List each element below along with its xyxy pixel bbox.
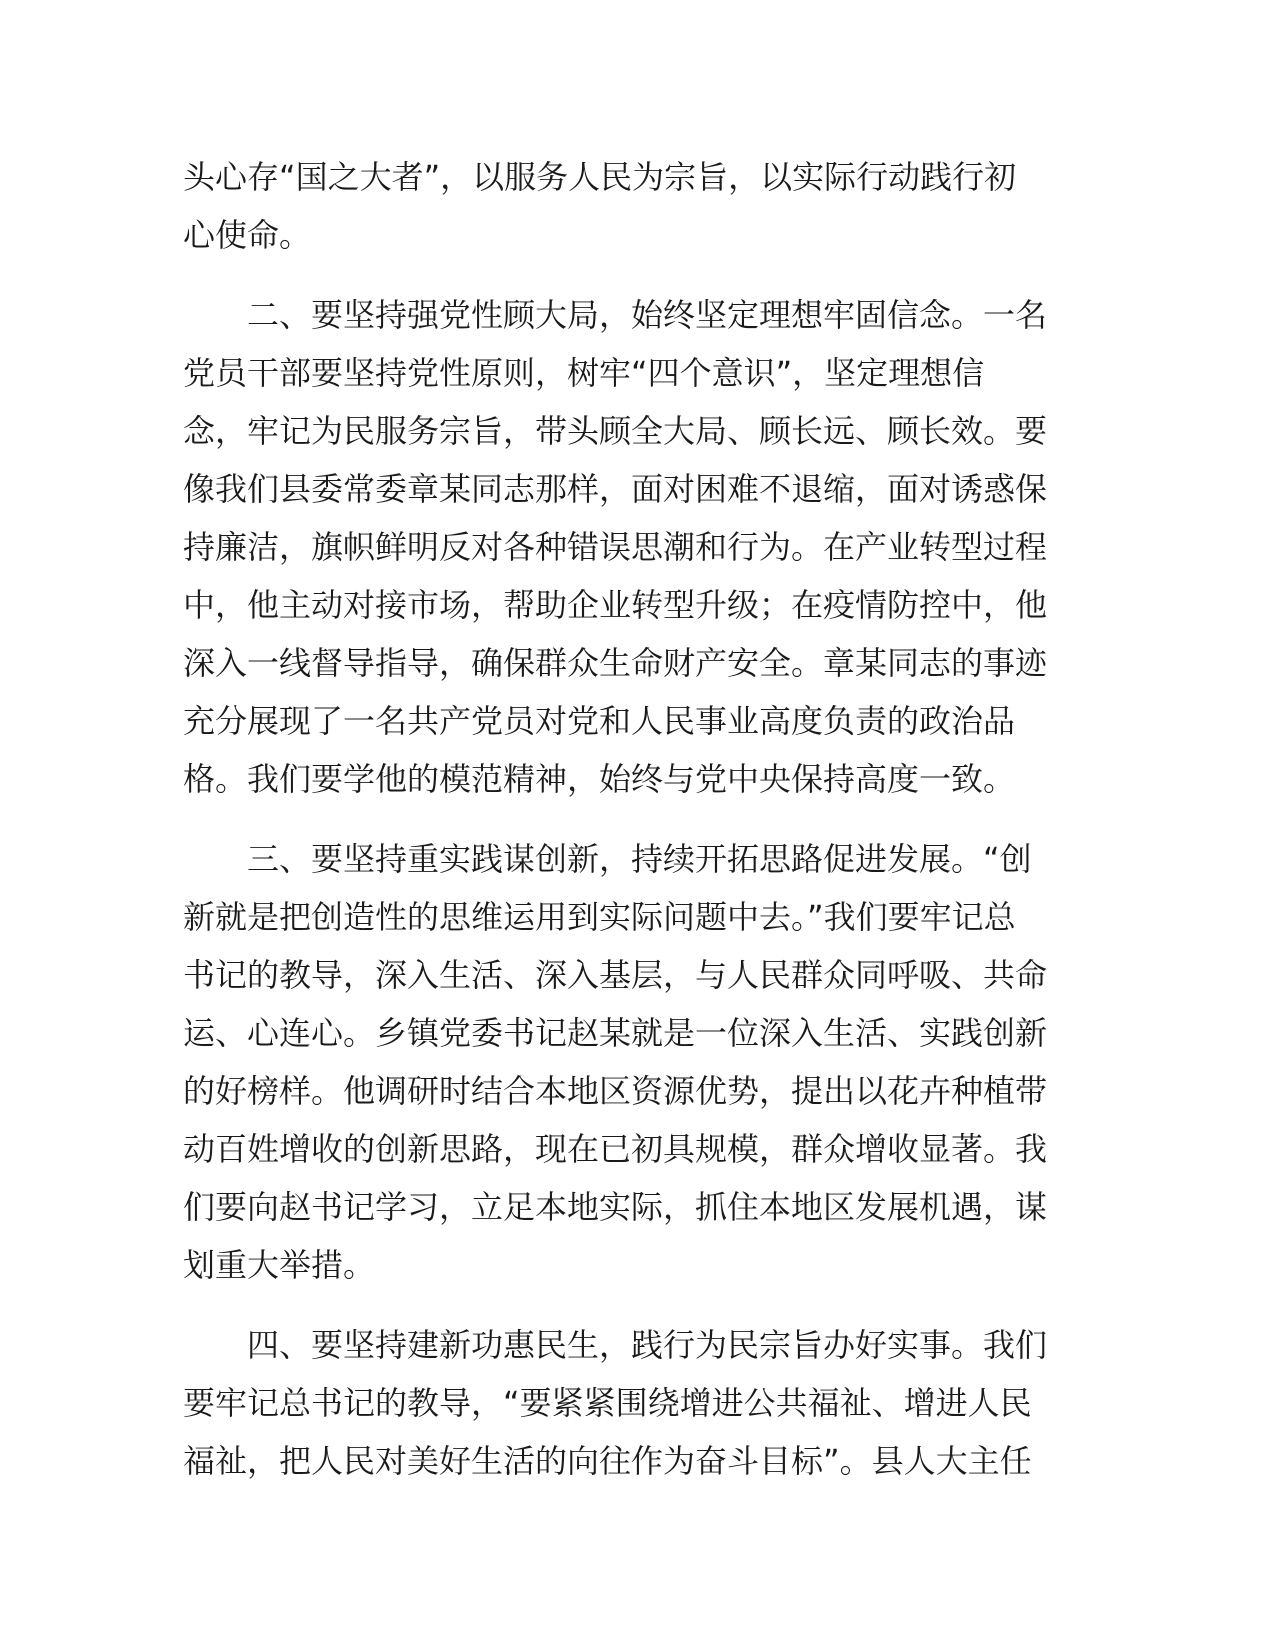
text-line: 新就是把创造性的思维运用到实际问题中去。”我们要牢记总	[183, 898, 1016, 936]
paragraph-4	[183, 1316, 1083, 1490]
text-line: 中，他主动对接市场，帮助企业转型升级；在疫情防控中，他	[183, 586, 1048, 624]
text-line: 动百姓增收的创新思路，现在已初具规模，群众增收显著。我	[183, 1130, 1048, 1168]
text-line: 运、心连心。乡镇党委书记赵某就是一位深入生活、实践创新	[183, 1014, 1048, 1052]
text-line: 划重大举措。	[183, 1246, 376, 1284]
text-line: 福祉，把人民对美好生活的向往作为奋斗目标”。县人大主任	[183, 1442, 1032, 1480]
text-line: 心使命。	[183, 216, 312, 254]
paragraph-2	[183, 286, 1083, 808]
text-line: 们要向赵书记学习，立足本地实际，抓住本地区发展机遇，谋	[183, 1188, 1048, 1226]
text-line: 持廉洁，旗帜鲜明反对各种错误思潮和行为。在产业转型过程	[183, 528, 1048, 566]
text-line: 书记的教导，深入生活、深入基层，与人民群众同呼吸、共命	[183, 956, 1048, 994]
text-line: 三、要坚持重实践谋创新，持续开拓思路促进发展。“创	[247, 840, 1032, 878]
paragraph-3	[183, 830, 1083, 1294]
text-line: 念，牢记为民服务宗旨，带头顾全大局、顾长远、顾长效。要	[183, 412, 1048, 450]
paragraph-spacer	[183, 264, 1083, 286]
text-line: 二、要坚持强党性顾大局，始终坚定理想牢固信念。一名	[247, 296, 1048, 334]
body-text	[183, 148, 1083, 1490]
text-line: 深入一线督导指导，确保群众生命财产安全。章某同志的事迹	[183, 644, 1048, 682]
paragraph-1	[183, 148, 1083, 264]
text-line: 的好榜样。他调研时结合本地区资源优势，提出以花卉种植带	[183, 1072, 1048, 1110]
text-line: 党员干部要坚持党性原则，树牢“四个意识”，坚定理想信	[183, 354, 985, 392]
text-line: 头心存“国之大者”，以服务人民为宗旨，以实际行动践行初	[183, 158, 1017, 196]
text-line: 格。我们要学他的模范精神，始终与党中央保持高度一致。	[183, 760, 1016, 798]
text-line: 要牢记总书记的教导，“要紧紧围绕增进公共福祉、增进人民	[183, 1384, 1032, 1422]
paragraph-spacer	[183, 1294, 1083, 1316]
text-line: 四、要坚持建新功惠民生，践行为民宗旨办好实事。我们	[247, 1326, 1048, 1364]
text-line: 像我们县委常委章某同志那样，面对困难不退缩，面对诱惑保	[183, 470, 1048, 508]
text-line: 充分展现了一名共产党员对党和人民事业高度负责的政治品	[183, 702, 1016, 740]
paragraph-spacer	[183, 808, 1083, 830]
